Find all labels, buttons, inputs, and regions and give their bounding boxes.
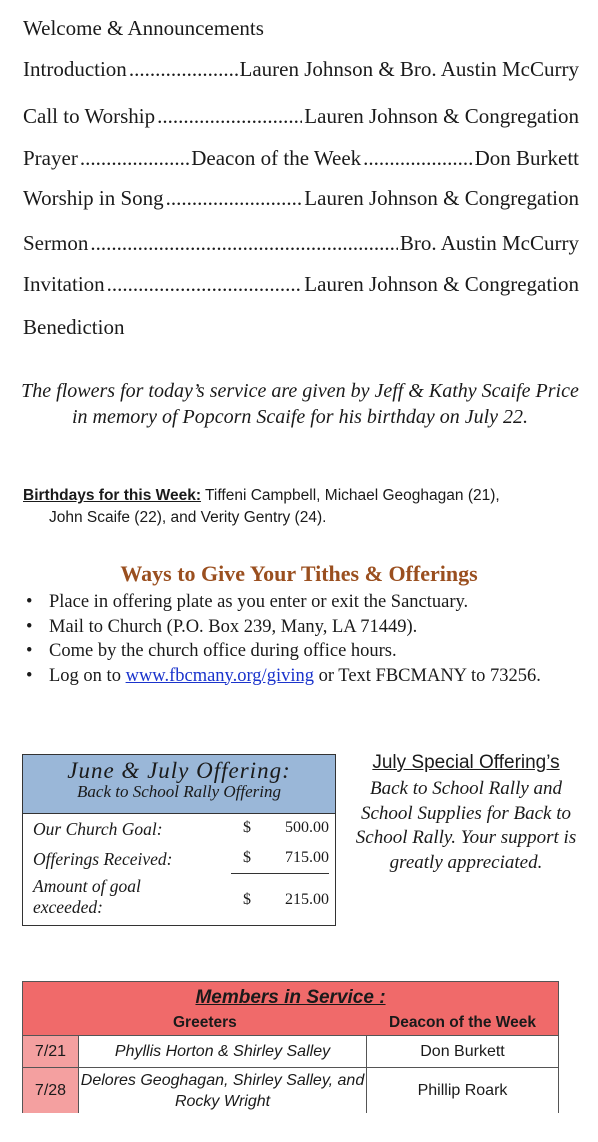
leader-dots <box>166 185 303 211</box>
item-label: Sermon <box>23 231 89 255</box>
list-item-text: Place in offering plate as you enter or exit the Sanctuary. <box>49 592 469 612</box>
ways-to-give-list <box>24 590 584 688</box>
service-item <box>23 56 579 82</box>
leader-dots <box>107 271 303 297</box>
offering-box <box>22 754 336 926</box>
col-deacon: Deacon of the Week <box>389 1014 537 1031</box>
flowers-note: The flowers for today’s service are given by Jeff & Kathy Scaife Price in memory of Popcorn Scaife for his birthday on July 22. <box>21 380 579 428</box>
offering-row <box>33 876 329 918</box>
list-item <box>24 615 584 640</box>
special-offering-title: July Special Offering’s <box>372 752 560 773</box>
giving-link[interactable]: www.fbcmany.org/giving <box>125 665 314 686</box>
item-leader: Lauren Johnson & Bro. Austin McCurry <box>239 57 579 81</box>
row-deacon: Don Burkett <box>367 1036 558 1067</box>
list-item <box>24 590 584 615</box>
item-leader: Don Burkett <box>474 146 579 170</box>
row-date: 7/28 <box>23 1068 79 1113</box>
item-leader: Lauren Johnson & Congregation <box>304 104 579 128</box>
offering-label: exceeded: <box>33 897 103 917</box>
special-offering-body: Back to School Rally and School Supplies for Back to School Rally. Your support is greatly appreciated. <box>355 778 577 873</box>
item-label: Prayer <box>23 146 78 170</box>
birthdays-line1: Tiffeni Campbell, Michael Geoghagan (21), <box>201 487 500 504</box>
item-middle: Deacon of the Week <box>191 146 362 170</box>
leader-dots <box>363 145 472 171</box>
item-label: Worship in Song <box>23 186 164 210</box>
offering-label: Amount of goal <box>33 876 141 896</box>
row-deacon: Phillip Roark <box>367 1068 558 1113</box>
online-prefix: Log on to <box>49 665 126 686</box>
bullet-icon: • <box>26 616 33 637</box>
leader-dots <box>129 56 238 82</box>
service-item <box>23 271 579 297</box>
offering-subtitle: Back to School Rally Offering <box>77 782 281 801</box>
benediction-line <box>23 314 579 340</box>
service-item <box>23 103 579 129</box>
table-row <box>23 1067 558 1113</box>
welcome-line <box>23 15 579 41</box>
leader-dots <box>80 145 189 171</box>
sum-divider <box>231 873 329 874</box>
leader-dots <box>157 103 302 129</box>
list-item-text: Come by the church office during office hours. <box>49 641 397 661</box>
item-label: Invitation <box>23 272 105 296</box>
item-label: Introduction <box>23 57 127 81</box>
currency-symbol: $ <box>243 891 251 908</box>
col-greeters: Greeters <box>173 1014 237 1031</box>
members-in-service-table <box>22 981 559 1113</box>
members-title: Members in Service : <box>195 987 386 1008</box>
row-greeters: Delores Geoghagan, Shirley Salley, and Rocky Wright <box>79 1068 367 1113</box>
item-leader: Bro. Austin McCurry <box>399 231 579 255</box>
offering-header <box>23 755 335 814</box>
currency-symbol: $ <box>243 849 251 866</box>
offering-amount: 715.00 <box>285 849 329 866</box>
birthdays-line2: John Scaife (22), and Verity Gentry (24). <box>49 509 327 526</box>
list-item <box>24 639 584 664</box>
list-item <box>24 664 584 689</box>
birthdays-heading: Birthdays for this Week: <box>23 487 202 504</box>
special-offering <box>352 752 580 875</box>
row-date: 7/21 <box>23 1036 79 1067</box>
service-item <box>23 145 579 171</box>
bullet-icon: • <box>26 641 33 661</box>
birthdays <box>23 485 583 529</box>
item-leader: Lauren Johnson & Congregation <box>304 272 579 296</box>
service-item <box>23 185 579 211</box>
currency-symbol: $ <box>243 819 251 836</box>
list-item-text: Mail to Church (P.O. Box 239, Many, LA 71449). <box>49 616 418 637</box>
offering-label: Our Church Goal: <box>33 819 163 839</box>
offering-label: Offerings Received: <box>33 849 173 869</box>
online-suffix: or Text FBCMANY to 73256. <box>313 665 541 686</box>
service-item <box>23 230 579 256</box>
benediction-label: Benediction <box>23 315 125 339</box>
welcome-label: Welcome & Announcements <box>23 16 264 40</box>
bullet-icon: • <box>26 665 33 686</box>
offering-title: June & July Offering: <box>67 758 291 783</box>
row-greeters: Phyllis Horton & Shirley Salley <box>79 1036 367 1067</box>
leader-dots <box>90 230 398 256</box>
offering-row <box>33 819 329 840</box>
offering-amount: 215.00 <box>285 891 329 908</box>
offering-amount: 500.00 <box>285 819 329 836</box>
ways-to-give-title: Ways to Give Your Tithes & Offerings <box>120 561 478 586</box>
offering-row <box>33 849 329 870</box>
item-label: Call to Worship <box>23 104 156 128</box>
table-row <box>23 1035 558 1067</box>
item-leader: Lauren Johnson & Congregation <box>304 186 579 210</box>
bullet-icon: • <box>26 592 33 612</box>
